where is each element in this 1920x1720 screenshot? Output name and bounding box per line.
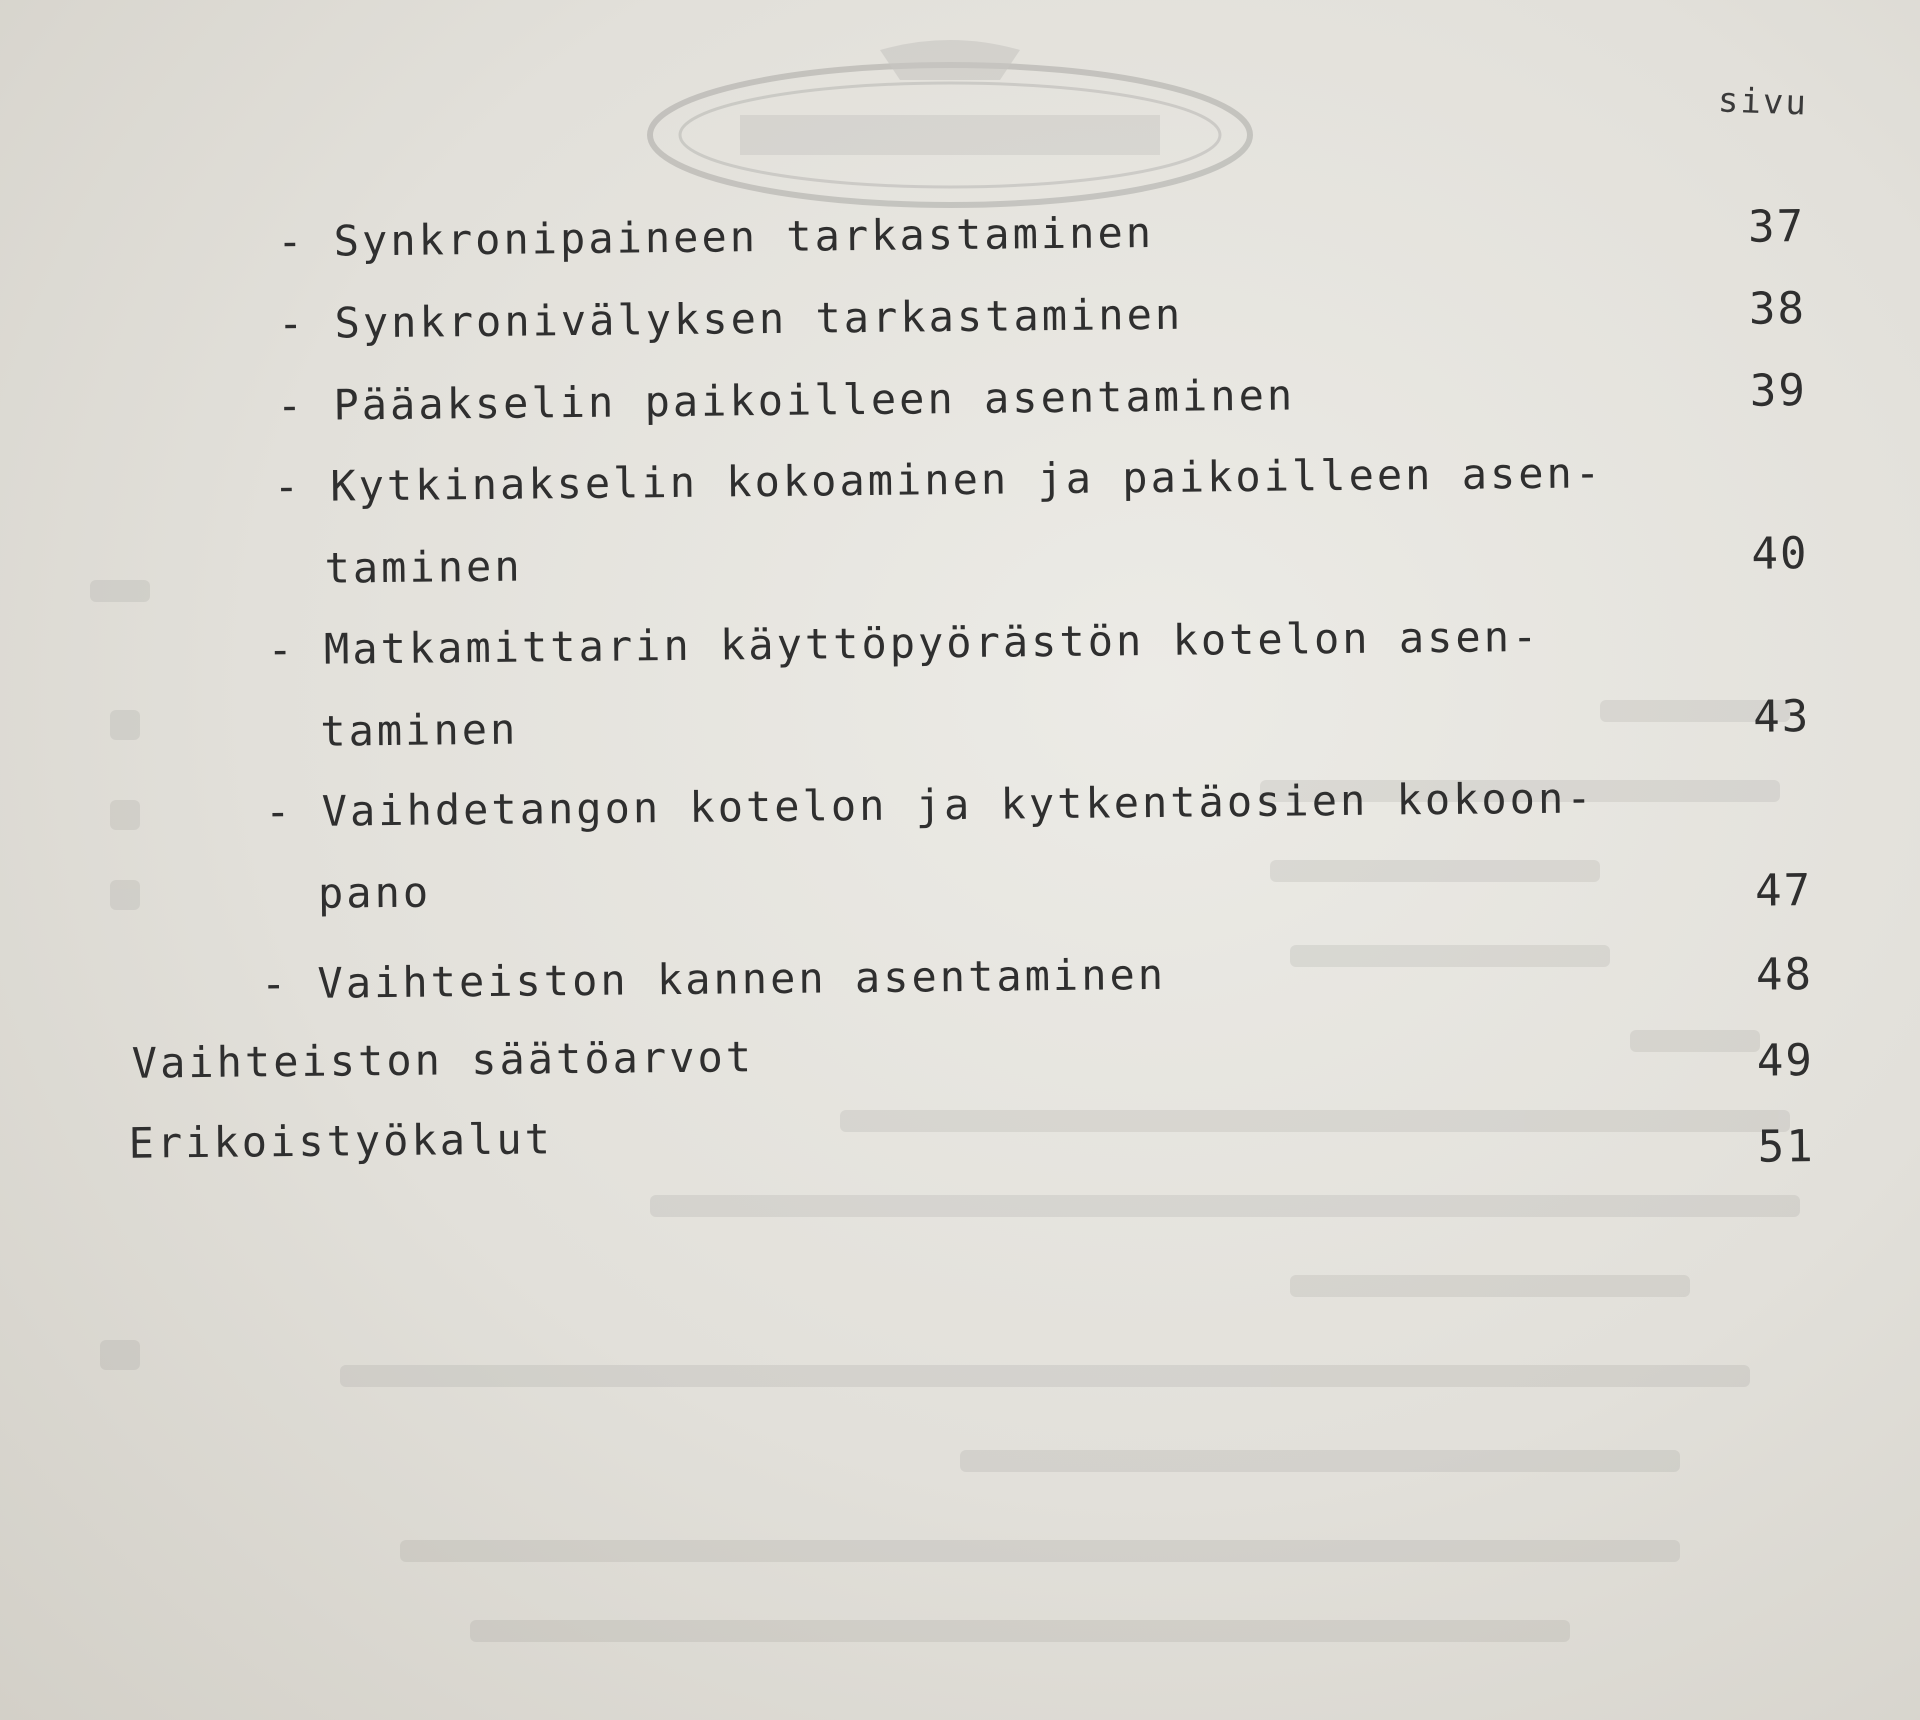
toc-entry-page: 37 [1747, 201, 1806, 253]
toc-entry-text: Vaihteiston säätöarvot [131, 1032, 755, 1088]
toc-entry-page: 43 [1752, 691, 1811, 743]
toc-entry-continuation: pano [317, 867, 432, 918]
toc-entry-text: - Kytkinakselin kokoaminen ja paikoilleen asen- [273, 448, 1604, 512]
toc-entry-page: 49 [1756, 1035, 1815, 1087]
toc-entry-page: 38 [1748, 283, 1807, 335]
toc-entry-page: 48 [1755, 949, 1814, 1001]
toc-entry-text: Erikoistyökalut [128, 1114, 554, 1168]
toc-entry-page: 47 [1754, 865, 1813, 917]
toc-entry-text: - Synkronipaineen tarkastaminen [276, 207, 1155, 267]
toc-entry-text: - Synkronivälyksen tarkastaminen [277, 289, 1184, 349]
toc-entry-text: - Vaihdetangon kotelon ja kytkentäosien kokoon- [264, 773, 1595, 837]
page-column-heading: sivu [1717, 80, 1809, 124]
toc-entry-text: - Vaihteiston kannen asentaminen [260, 949, 1167, 1009]
toc-entry-text: - Matkamittarin käyttöpyörästön kotelon asen- [267, 611, 1541, 675]
toc-entry-page: 40 [1751, 528, 1809, 580]
toc-entry-text: - Pääakselin paikoilleen asentaminen [276, 370, 1296, 431]
toc-entry-continuation: taminen [324, 541, 523, 593]
toc-entry-page: 51 [1757, 1121, 1815, 1173]
toc-entry-continuation: taminen [320, 704, 519, 756]
toc-entry-page: 39 [1749, 365, 1808, 417]
